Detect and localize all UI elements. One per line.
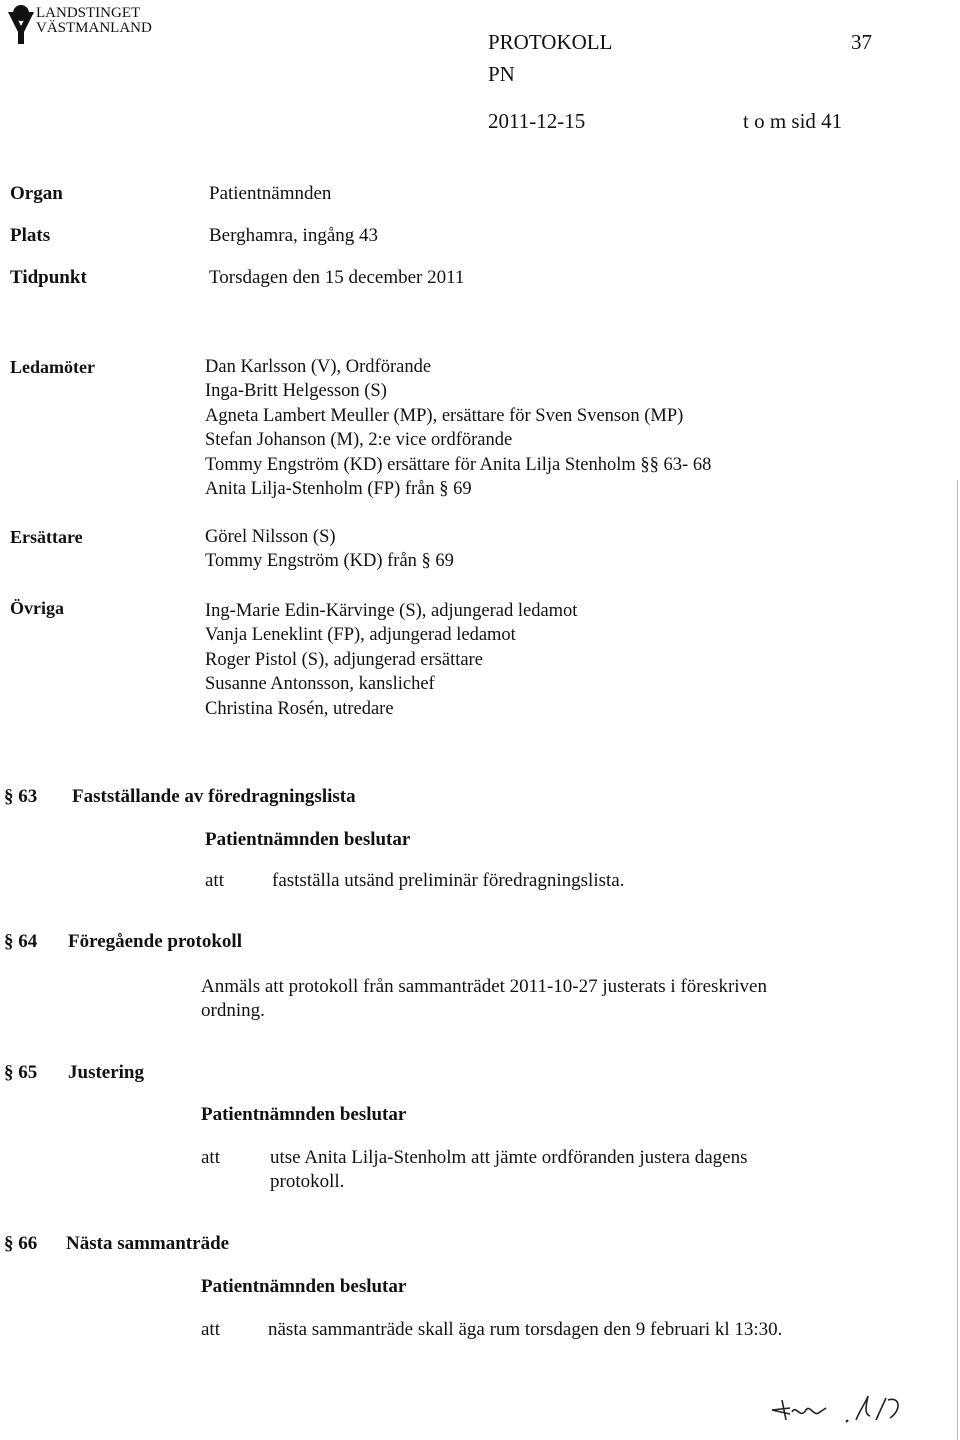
signature-initials <box>760 1390 910 1435</box>
list-item: Ing-Marie Edin-Kärvinge (S), adjungerad ledamot <box>205 601 578 621</box>
section-64-text-line-1: Anmäls att protokoll från sammanträdet 2011-10-27 justerats i föreskriven <box>201 976 767 997</box>
organ-label: Organ <box>10 183 63 204</box>
ovriga-list <box>205 599 577 721</box>
logo-line-2: VÄSTMANLAND <box>36 20 152 36</box>
page-range: t o m sid 41 <box>743 109 843 133</box>
section-66-text: nästa sammanträde skall äga rum torsdagen den 9 februari kl 13:30. <box>268 1319 783 1340</box>
doc-abbrev: PN <box>488 62 515 86</box>
doc-type: PROTOKOLL <box>488 30 613 54</box>
list-item: Stefan Johanson (M), 2:e vice ordförande <box>205 430 513 451</box>
organ-value: Patientnämnden <box>209 183 332 204</box>
tidpunkt-label: Tidpunkt <box>10 267 87 288</box>
list-item: Anita Lilja-Stenholm (FP) från § 69 <box>205 479 472 500</box>
logo-text <box>36 6 152 36</box>
ledamoter-list <box>205 355 711 501</box>
list-item: Christina Rosén, utredare <box>205 698 394 719</box>
section-64-text-line-2: ordning. <box>201 1000 265 1021</box>
section-66-title: Nästa sammanträde <box>66 1233 230 1254</box>
section-63-number: § 63 <box>4 786 38 807</box>
list-item: Tommy Engström (KD) ersättare för Anita Lilja Stenholm §§ 63- 68 <box>205 454 712 475</box>
landsting-logo <box>6 4 36 49</box>
section-65-number: § 65 <box>4 1062 38 1083</box>
section-64-number: § 64 <box>4 931 38 952</box>
list-item: Inga-Britt Helgesson (S) <box>205 381 387 402</box>
margin-line <box>957 480 958 1440</box>
section-66-att: att <box>201 1319 220 1340</box>
tidpunkt-value: Torsdagen den 15 december 2011 <box>209 267 465 288</box>
section-65-decision-heading: Patientnämnden beslutar <box>201 1104 407 1125</box>
ovriga-label: Övriga <box>10 598 64 618</box>
section-63-text: fastställa utsänd preliminär föredragningslista. <box>272 870 625 891</box>
section-65-text-line-1: utse Anita Lilja-Stenholm att jämte ordföranden justera dagens <box>270 1147 748 1168</box>
plats-label: Plats <box>10 225 51 246</box>
section-65-text-line-2: protokoll. <box>270 1171 345 1192</box>
list-item: Vanja Leneklint (FP), adjungerad ledamot <box>205 625 516 646</box>
ledamoter-label: Ledamöter <box>10 357 95 377</box>
section-63-title: Fastställande av föredragningslista <box>72 786 356 807</box>
doc-date: 2011-12-15 <box>488 109 586 133</box>
section-65-att: att <box>201 1147 220 1168</box>
section-64-title: Föregående protokoll <box>68 931 242 952</box>
list-item: Tommy Engström (KD) från § 69 <box>205 551 454 572</box>
landsting-emblem-icon <box>6 4 36 44</box>
list-item: Roger Pistol (S), adjungerad ersättare <box>205 649 483 670</box>
plats-value: Berghamra, ingång 43 <box>209 225 379 246</box>
list-item: Görel Nilsson (S) <box>205 527 336 547</box>
logo-line-1: LANDSTINGET <box>36 5 141 21</box>
section-66-decision-heading: Patientnämnden beslutar <box>201 1276 407 1297</box>
section-63-att: att <box>205 870 224 891</box>
ersattare-list <box>205 525 454 574</box>
section-66-number: § 66 <box>4 1233 38 1254</box>
list-item: Dan Karlsson (V), Ordförande <box>205 357 432 377</box>
ersattare-label: Ersättare <box>10 527 83 547</box>
list-item: Susanne Antonsson, kanslichef <box>205 674 435 695</box>
page-number: 37 <box>851 30 872 54</box>
section-65-title: Justering <box>68 1062 144 1083</box>
list-item: Agneta Lambert Meuller (MP), ersättare för Sven Svenson (MP) <box>205 405 684 426</box>
section-63-decision-heading: Patientnämnden beslutar <box>205 829 411 850</box>
